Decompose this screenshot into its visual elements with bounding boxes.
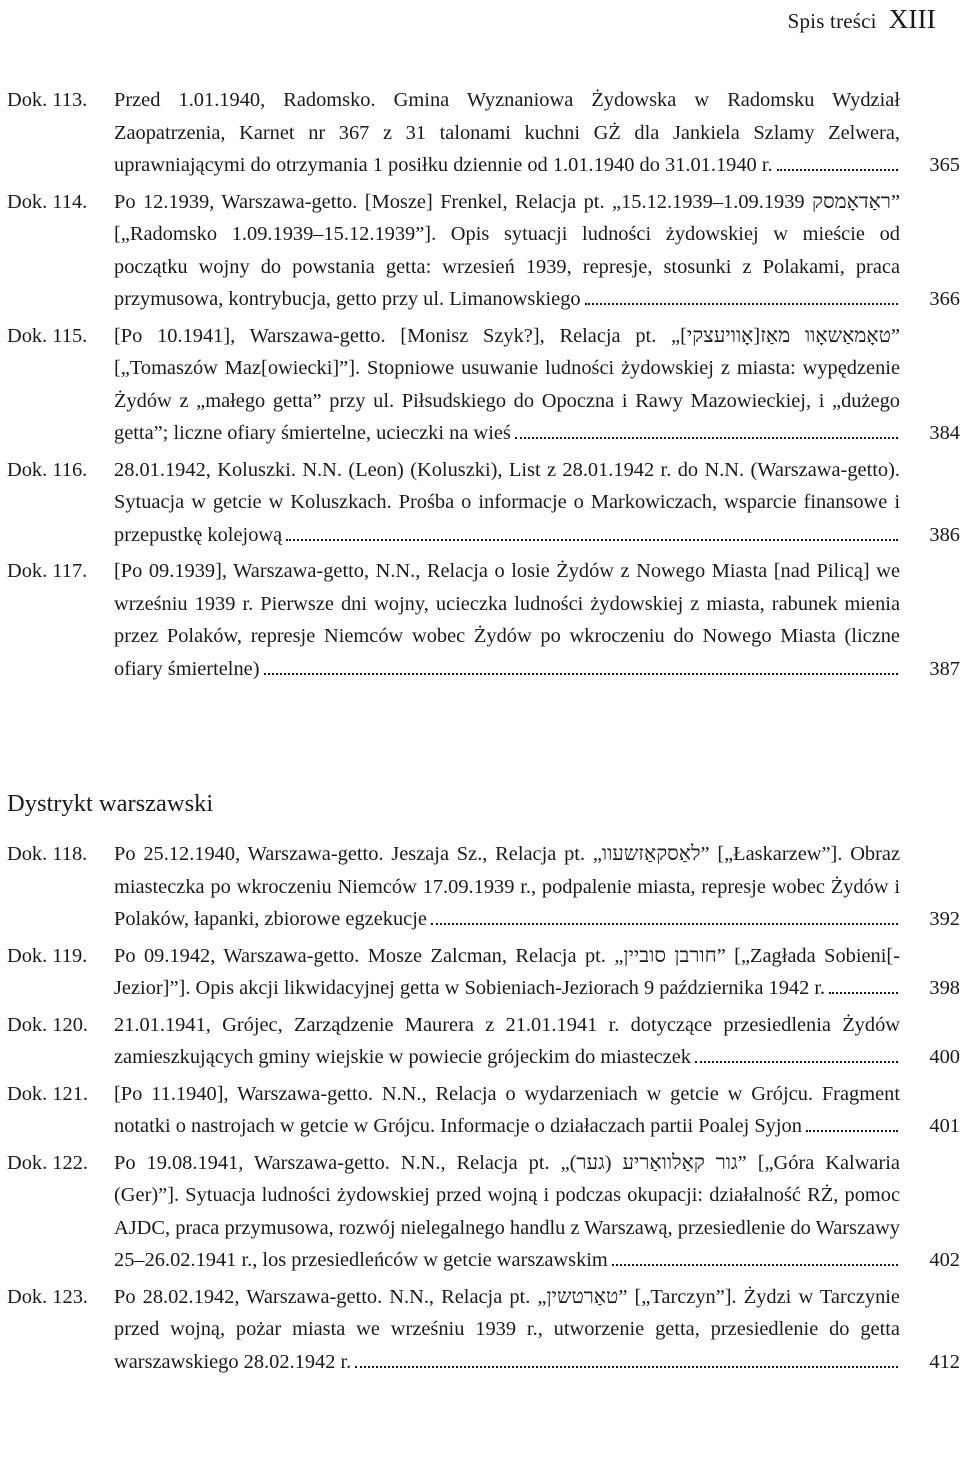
toc-entry-page: 386 — [929, 523, 960, 546]
running-head — [788, 4, 936, 35]
toc-entry-text: Po 09.1942, Warszawa-getto. Mosze Zalcman, Relacja pt. „חורבן סוביין” [„Zagłada Sobieni[-Jezior]”]. Opis akcji likwidacyjnej getta w Sobieniach-Jeziorach 9 października 1942 r. — [114, 944, 900, 999]
toc-entry-dok-114[interactable] — [7, 186, 960, 316]
toc-entry-dok-113[interactable] — [7, 84, 960, 182]
dot-leader — [264, 672, 898, 675]
dot-leader — [585, 302, 898, 305]
toc-group-1 — [7, 84, 960, 685]
toc-entry-dok-119[interactable] — [7, 940, 960, 1005]
toc-entry-dok-120[interactable] — [7, 1009, 960, 1074]
toc-entry-text: Po 12.1939, Warszawa-getto. [Mosze] Frenkel, Relacja pt. „ראַדאָמסק 1.09.1939–15.12.1939” [„Radomsko 1.09.1939–15.12.1939”]. Opis sytuacji ludności żydowskiej w mieście od początku wojny do powstania getta: wrzesień 1939, represje, stosunki z Polakami, praca przymusowa, kontrybucja, getto przy ul. Limanowskiego — [114, 190, 900, 310]
toc-entry-text: [Po 10.1941], Warszawa-getto. [Monisz Szyk?], Relacja pt. „טאָמאַשאָוו מאַז[אָוויעצקי]” [„Tomaszów Maz[owiecki]”]. Stopniowe usuwanie ludności żydowskiej z miasta: wypędzenie Żydów z „małego getta” przy ul. Piłsudskiego do Opoczna i Rawy Mazowieckiej, i „dużego getta”; liczne ofiary śmiertelne, ucieczki na wieś — [114, 324, 901, 444]
toc-entry-label: Dok. 117. — [7, 560, 88, 582]
toc-entry-text: 28.01.1942, Koluszki. N.N. (Leon) (Koluszki), List z 28.01.1942 r. do N.N. (Warszawa-getto). Sytuacja w getcie w Koluszkach. Prośba o informacje o Markowiczach, wsparcie finansowe i przepustkę kolejową — [114, 458, 900, 546]
toc-entry-page: 392 — [929, 908, 960, 930]
toc-entry-dok-118[interactable] — [7, 838, 960, 936]
toc-entry-page: 366 — [929, 288, 960, 310]
toc-entry-label: Dok. 114. — [7, 190, 88, 213]
toc-entry-text: [Po 11.1940], Warszawa-getto. N.N., Relacja o wydarzeniach w getcie w Grójcu. Fragment notatki o nastrojach w getcie w Grójcu. Informacje o działaczach partii Poalej Syjon — [114, 1082, 900, 1137]
dot-leader — [806, 1129, 898, 1132]
toc-entry-text: Po 19.08.1941, Warszawa-getto. N.N., Relacja pt. „גור קאַלוואַריע (גער)” [„Góra Kalwaria (Ger)”]. Sytuacja ludności żydowskiej przed wojną i podczas okupacji: działalność RŻ, pomoc AJDC, praca przymusowa, rozwój nielegalnego handlu z Warszawą, przesiedlenie do Warszawy 25–26.02.1941 r., los przesiedleńców w getcie warszawskim — [114, 1151, 900, 1271]
toc-entry-label: Dok. 122. — [7, 1151, 88, 1174]
running-head-title: Spis treści — [787, 9, 877, 33]
dot-leader — [431, 922, 898, 925]
toc-entry-page: 398 — [929, 977, 960, 999]
dot-leader — [355, 1365, 898, 1368]
toc-entry-dok-115[interactable] — [7, 320, 960, 450]
toc-entry-page: 401 — [929, 1115, 960, 1137]
toc-entry-label: Dok. 116. — [7, 458, 88, 481]
toc-entry-text: Po 28.02.1942, Warszawa-getto. N.N., Relacja pt. „טאַרטשין” [„Tarczyn”]. Żydzi w Tarczynie przed wojną, pożar miasta we wrześniu 1939 r., utworzenie getta, przesiedlenie do getta warszawskiego 28.02.1942 r. — [114, 1285, 900, 1373]
toc-entry-label: Dok. 123. — [7, 1285, 88, 1308]
toc-entry-dok-117[interactable] — [7, 555, 960, 685]
toc-entry-page: 387 — [929, 657, 960, 680]
toc-entry-text: [Po 09.1939], Warszawa-getto, N.N., Relacja o losie Żydów z Nowego Miasta [nad Pilicą] we wrześniu 1939 r. Pierwsze dni wojny, ucieczka ludności żydowskiej z miasta, rabunek mienia przez Polaków, represje Niemców wobec Żydów po wkroczeniu do Nowego Miasta (liczne ofiary śmiertelne) — [114, 560, 900, 680]
toc-entry-page: 384 — [929, 422, 960, 444]
toc-group-2 — [7, 838, 960, 1378]
toc-entry-label: Dok. 120. — [7, 1013, 88, 1036]
dot-leader — [286, 538, 898, 541]
toc-entry-page: 402 — [929, 1249, 960, 1271]
running-head-page-number: XIII — [888, 4, 936, 34]
toc-entry-dok-121[interactable] — [7, 1078, 960, 1143]
toc-entry-text: Po 25.12.1940, Warszawa-getto. Jeszaja Sz., Relacja pt. „לאַסקאַזשעוו” [„Łaskarzew”]. Obraz miasteczka po wkroczeniu Niemców 17.09.1939 r., podpalenie miasta, represje wobec Żydów i Polaków, łapanki, zbiorowe egzekucje — [114, 843, 901, 930]
toc-entry-label: Dok. 118. — [7, 843, 88, 865]
toc-entry-dok-123[interactable] — [7, 1281, 960, 1379]
dot-leader — [515, 436, 898, 439]
toc-entry-dok-116[interactable] — [7, 454, 960, 552]
toc-entry-page: 412 — [929, 1350, 960, 1373]
toc-entry-label: Dok. 115. — [7, 324, 88, 347]
dot-leader — [829, 991, 898, 994]
toc-entry-page: 365 — [929, 154, 960, 176]
toc-entry-text: Przed 1.01.1940, Radomsko. Gmina Wyznaniowa Żydowska w Radomsku Wydział Zaopatrzenia, Karnet nr 367 z 31 talonami kuchni GŻ dla Jankiela Szlamy Zelwera, uprawniającymi do otrzymania 1 posiłku dziennie od 1.01.1940 do 31.01.1940 r. — [114, 89, 900, 176]
dot-leader — [777, 168, 898, 171]
section-heading: Dystrykt warszawski — [7, 790, 214, 817]
toc-entry-text: 21.01.1941, Grójec, Zarządzenie Maurera z 21.01.1941 r. dotyczące przesiedlenia Żydów zamieszkujących gminy wiejskie w powiecie grójeckim do miasteczek — [114, 1013, 900, 1068]
toc-entry-dok-122[interactable] — [7, 1147, 960, 1277]
toc-entry-label: Dok. 119. — [7, 944, 88, 967]
toc-entry-label: Dok. 121. — [7, 1082, 88, 1105]
dot-leader — [695, 1060, 898, 1063]
dot-leader — [612, 1263, 898, 1266]
toc-entry-label: Dok. 113. — [7, 89, 88, 111]
toc-entry-page: 400 — [929, 1046, 960, 1068]
